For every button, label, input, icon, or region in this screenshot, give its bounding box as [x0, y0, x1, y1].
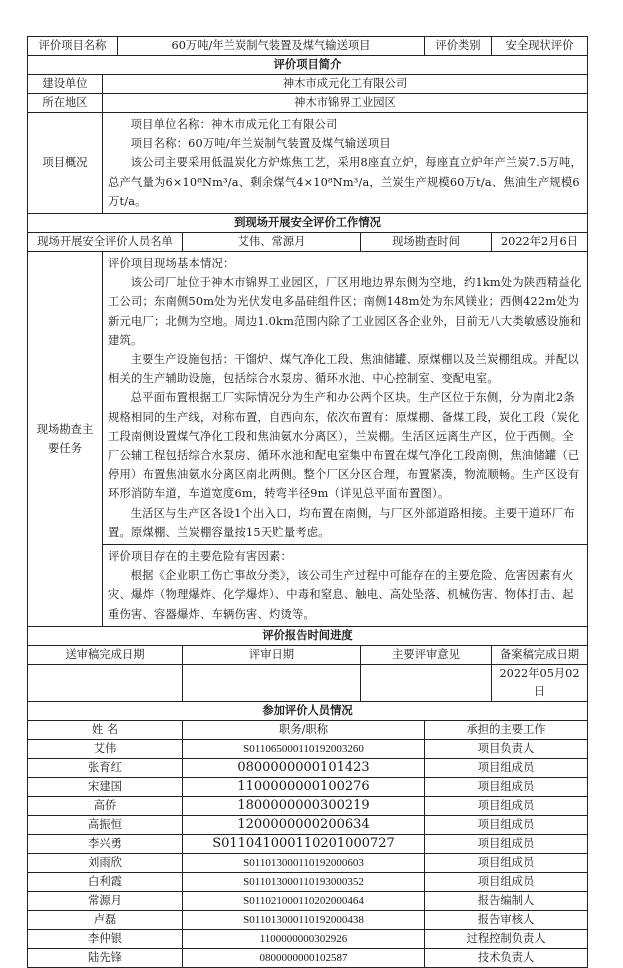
- schedule-review-date-value: [183, 664, 361, 701]
- personnel-name: 白利霞: [28, 872, 183, 891]
- personnel-title: S011041000110201000727: [183, 834, 425, 853]
- overview-paragraph: 该公司主要采用低温炭化方炉炼焦工艺，采用8座直立炉，每座直立炉年产兰炭7.5万吨，总产气量为6×10⁸Nm³/a、剩余煤气4×10⁸Nm³/a，兰炭生产规模60万t/a、焦油生产规模6万t/a。: [108, 156, 582, 208]
- site-basic-content: [103, 252, 588, 545]
- personnel-row: [28, 853, 588, 872]
- personnel-name: 刘雨欣: [28, 853, 183, 872]
- personnel-title: 1100000000302926: [183, 929, 425, 948]
- site-section-title: 到现场开展安全评价工作情况: [28, 214, 588, 233]
- personnel-col-name: 姓 名: [28, 720, 183, 739]
- site-staff-value: 艾伟、常源月: [183, 233, 361, 252]
- personnel-role: 项目组成员: [425, 834, 588, 853]
- personnel-role: 项目组成员: [425, 815, 588, 834]
- site-basic-heading: 评价项目现场基本情况：: [108, 257, 235, 271]
- personnel-name: 高振恒: [28, 815, 183, 834]
- schedule-review-opinion-value: [361, 664, 492, 701]
- personnel-col-title: 职务/职称: [183, 720, 425, 739]
- project-name-label: 评价项目名称: [28, 37, 118, 56]
- hazard-heading: 评价项目存在的主要危险有害因素：: [108, 550, 292, 564]
- personnel-header-row: [28, 720, 588, 739]
- personnel-row: [28, 948, 588, 967]
- header-row: [28, 37, 588, 56]
- personnel-name: 李仲银: [28, 929, 183, 948]
- personnel-role: 项目组成员: [425, 777, 588, 796]
- site-basic-paragraph: 生活区与生产区各设1个出入口，均布置在南侧，与厂区外部道路相接。主要干道环厂布置。原煤棚、兰炭棚容量按15天贮量考虑。: [108, 506, 575, 539]
- personnel-role: 项目负责人: [425, 739, 588, 758]
- personnel-section-title: 参加评价人员情况: [28, 701, 588, 720]
- personnel-role: 项目组成员: [425, 872, 588, 891]
- personnel-row: [28, 929, 588, 948]
- schedule-section-title: 评价报告时间进度: [28, 626, 588, 645]
- schedule-col-review-date: 评审日期: [183, 645, 361, 664]
- personnel-name: 高侨: [28, 796, 183, 815]
- site-basic-paragraph: 总平面布置根据工厂实际情况分为生产和办公两个区块。生产区位于东侧，分为南北2条规格相同的生产线，对称布置，自西向东，依次布置有：原煤棚、备煤工段，炭化工段（炭化工段南侧设置煤气净化工段和焦油氨水分离区），兰炭棚。生活区远离生产区，位于西侧。全厂公辅工程包括综合水泵房、循环水池和配电室集中布置在煤气净化工段南侧，焦油储罐（已停用）布置焦油氨水分离区南北两侧。整个厂区分区合理，布置紧凑，物流顺畅。生产区设有环形消防车道，车道宽度6m，转弯半径9m（详见总平面布置图）。: [108, 391, 580, 501]
- personnel-name: 陆先锋: [28, 948, 183, 967]
- personnel-row: [28, 796, 588, 815]
- schedule-value-row: [28, 664, 588, 701]
- personnel-row: [28, 872, 588, 891]
- overview-label: 项目概况: [28, 113, 103, 214]
- hazard-paragraph: 根据《企业职工伤亡事故分类》，该公司生产过程中可能存在的主要危险、危害因素有火灾、爆炸（物理爆炸、化学爆炸）、中毒和窒息、触电、高处坠落、机械伤害、物体打击、起重伤害、容器爆炸、车辆伤害、灼烫等。: [108, 569, 574, 621]
- personnel-name: 卢磊: [28, 910, 183, 929]
- personnel-col-role: 承担的主要工作: [425, 720, 588, 739]
- personnel-title: 1100000000100276: [183, 777, 425, 796]
- personnel-role: 过程控制负责人: [425, 929, 588, 948]
- site-basic-paragraph: 主要生产设施包括：干馏炉、煤气净化工段、焦油储罐、原煤棚以及兰炭棚组成。并配以相关的生产辅助设施，包括综合水泵房、循环水池、中心控制室、变配电室。: [108, 353, 579, 386]
- personnel-row: [28, 758, 588, 777]
- category-label: 评价类别: [425, 37, 492, 56]
- site-basic-paragraph: 该公司厂址位于神木市锦界工业园区，厂区用地边界东侧为空地，约1km处为陕西精益化工公司；东南侧50m处为光伏发电多晶硅组件区；南侧148m处为东风镁业；西侧422m处为新元电厂；北侧为空地。周边1.0km范围内除了工业园区各企业外，目前无八大类敏感设施和建筑。: [108, 276, 582, 347]
- personnel-name: 张育红: [28, 758, 183, 777]
- schedule-col-review-opinion: 主要评审意见: [361, 645, 492, 664]
- personnel-title: 1200000000200634: [183, 815, 425, 834]
- overview-paragraph: 项目名称：60万吨/年兰炭制气装置及煤气输送项目: [130, 137, 391, 151]
- personnel-title: 0800000000102587: [183, 948, 425, 967]
- personnel-role: 项目组成员: [425, 853, 588, 872]
- personnel-role: 项目组成员: [425, 758, 588, 777]
- personnel-title: S011013000110192000438: [183, 910, 425, 929]
- personnel-role: 报告审核人: [425, 910, 588, 929]
- personnel-title: 0800000000101423: [183, 758, 425, 777]
- builder-value: 神木市成元化工有限公司: [103, 75, 588, 94]
- personnel-name: 李兴勇: [28, 834, 183, 853]
- builder-label: 建设单位: [28, 75, 103, 94]
- hazard-content: [103, 545, 588, 627]
- evaluation-info-table: [27, 36, 588, 968]
- project-name: 60万吨/年兰炭制气装置及煤气输送项目: [118, 37, 425, 56]
- personnel-name: 艾伟: [28, 739, 183, 758]
- intro-section-title: 评价项目简介: [28, 56, 588, 75]
- schedule-col-submit: 送审稿完成日期: [28, 645, 183, 664]
- schedule-col-filing: 备案稿完成日期: [492, 645, 588, 664]
- personnel-row: [28, 910, 588, 929]
- overview-paragraph: 项目单位名称：神木市成元化工有限公司: [130, 118, 338, 131]
- personnel-title: S011013000110192000603: [183, 853, 425, 872]
- personnel-row: [28, 777, 588, 796]
- overview-content: [103, 113, 588, 214]
- personnel-rows: [28, 739, 588, 967]
- site-staff-label: 现场开展安全评价人员名单: [28, 233, 183, 252]
- personnel-role: 报告编制人: [425, 891, 588, 910]
- personnel-title: S011021000110202000464: [183, 891, 425, 910]
- personnel-row: [28, 815, 588, 834]
- schedule-filing-value: 2022年05月02日: [492, 664, 588, 701]
- personnel-title: 1800000000300219: [183, 796, 425, 815]
- category-value: 安全现状评价: [492, 37, 588, 56]
- personnel-title: S011065000110192003260: [183, 739, 425, 758]
- personnel-role: 项目组成员: [425, 796, 588, 815]
- personnel-title: S011013000110193000352: [183, 872, 425, 891]
- personnel-row: [28, 891, 588, 910]
- personnel-name: 宋建国: [28, 777, 183, 796]
- personnel-role: 技术负责人: [425, 948, 588, 967]
- personnel-row: [28, 834, 588, 853]
- schedule-header-row: [28, 645, 588, 664]
- survey-time-label: 现场勘查时间: [361, 233, 492, 252]
- task-label: 现场勘查主要任务: [28, 252, 103, 627]
- survey-time-value: 2022年2月6日: [492, 233, 588, 252]
- personnel-name: 常源月: [28, 891, 183, 910]
- schedule-submit-value: [28, 664, 183, 701]
- region-label: 所在地区: [28, 94, 103, 113]
- region-value: 神木市锦界工业园区: [103, 94, 588, 113]
- personnel-row: [28, 739, 588, 758]
